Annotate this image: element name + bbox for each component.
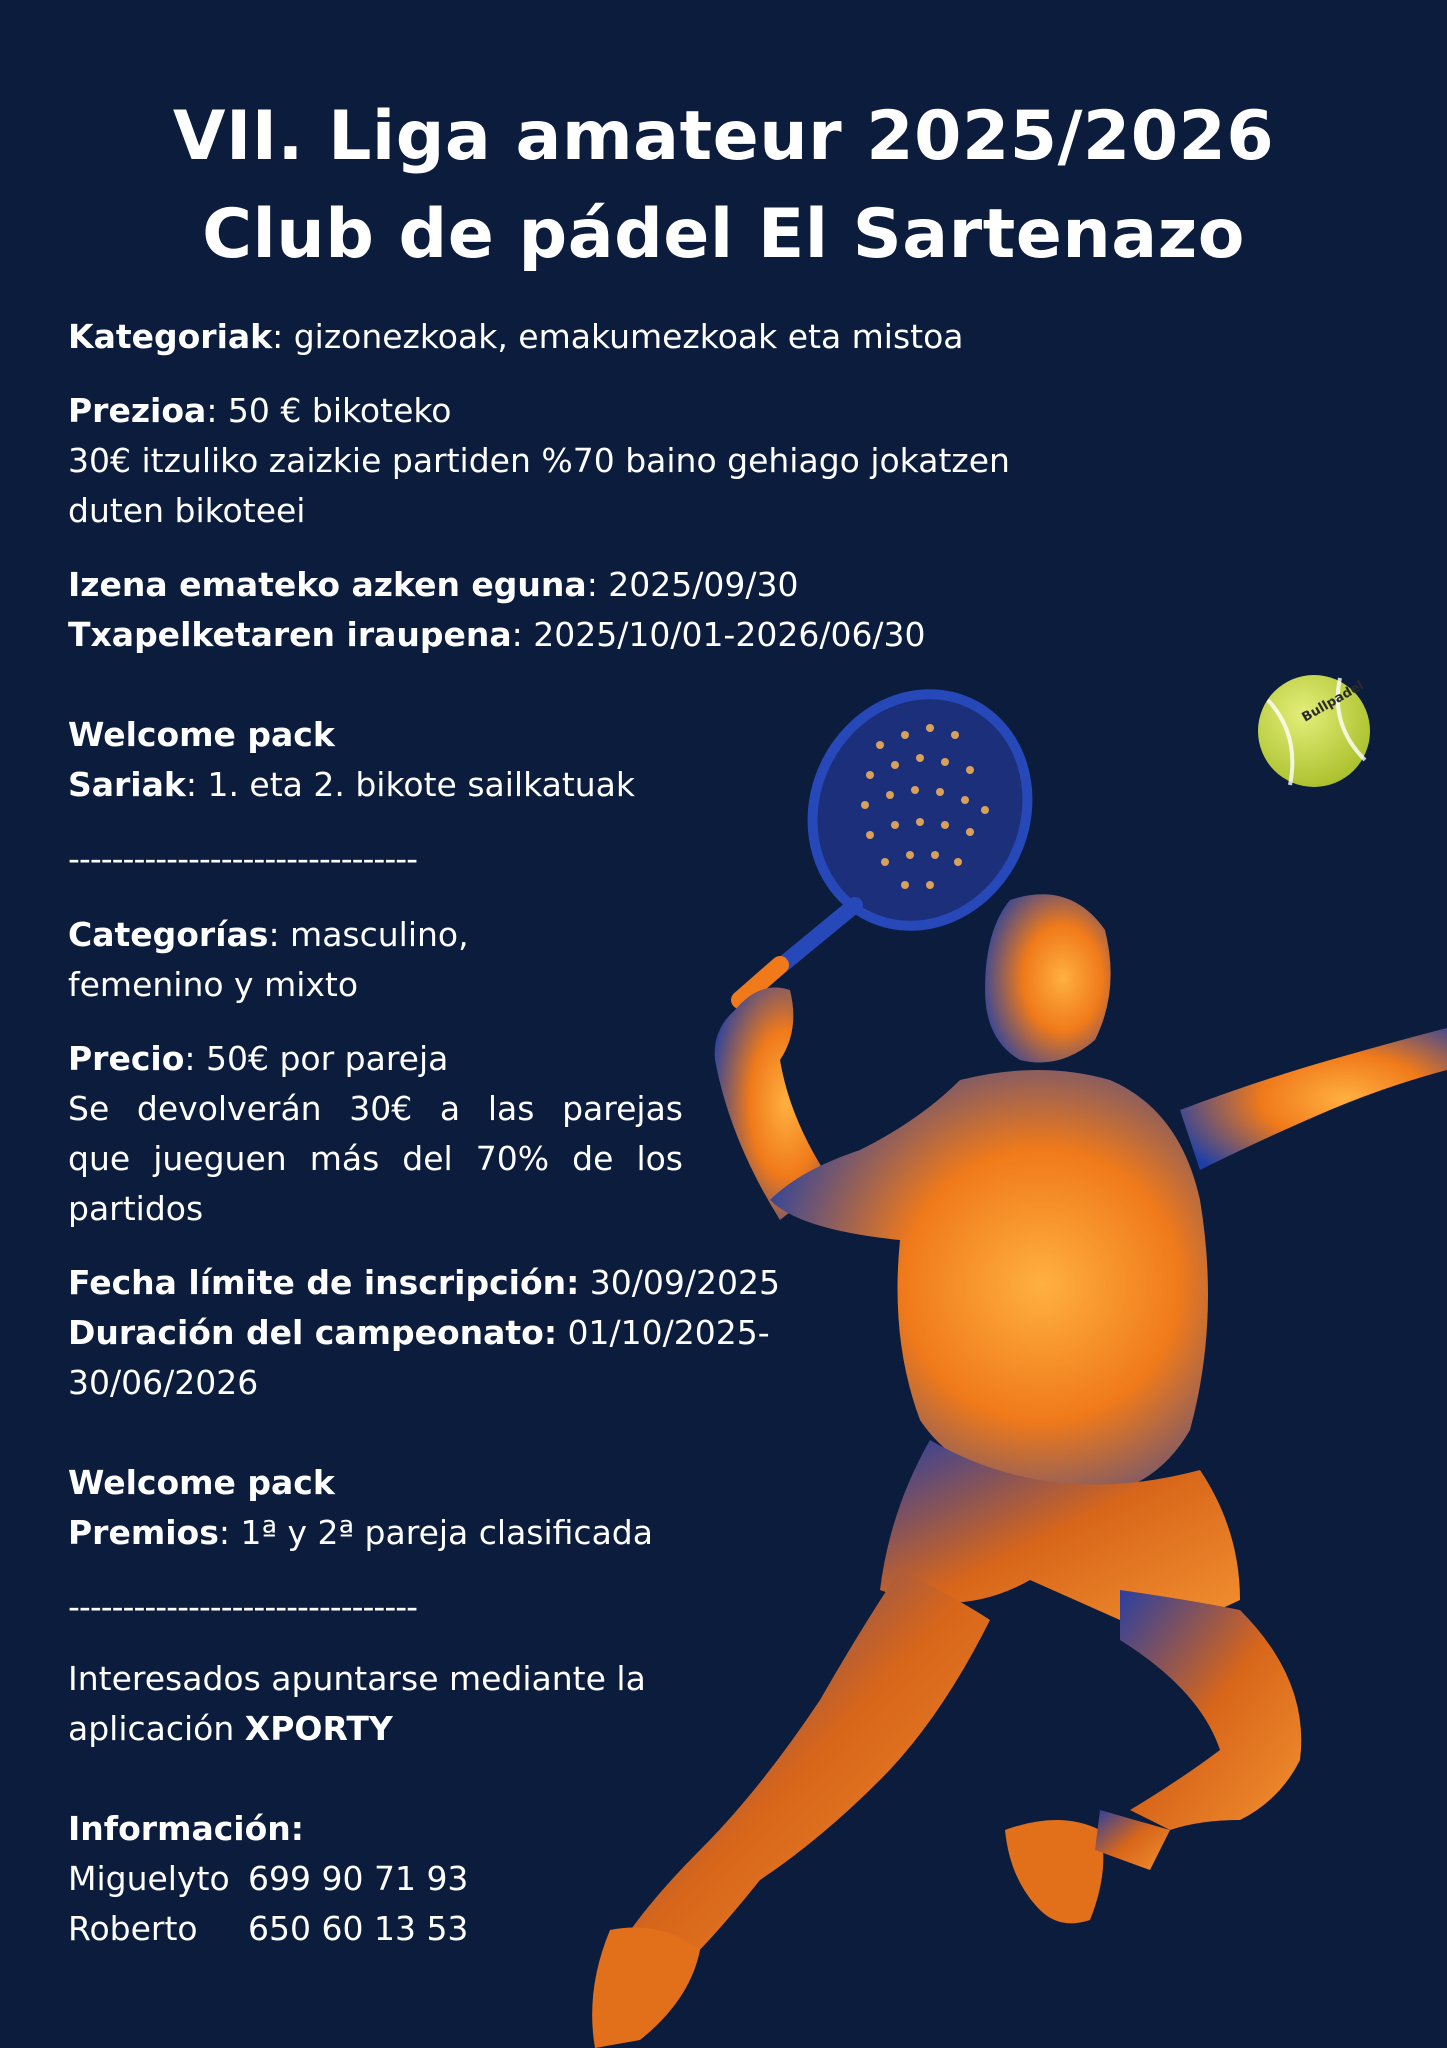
duration-value-eu: : 2025/10/01-2026/06/30: [511, 615, 926, 654]
deadline-value-eu: : 2025/09/30: [586, 565, 799, 604]
prezioa-block: [68, 386, 1168, 536]
izena-block: [68, 560, 1168, 660]
contact-phone: 699 90 71 93: [248, 1859, 469, 1898]
prezioa-label: Prezioa: [68, 391, 207, 430]
welcome-pack-eu: Welcome pack: [68, 715, 335, 754]
categorias-label: Categorías: [68, 915, 269, 954]
duration-label-eu: Txapelketaren iraupena: [68, 615, 512, 654]
app-name: XPORTY: [244, 1709, 393, 1748]
separator-2: --------------------------------: [68, 1587, 418, 1626]
contact-phone: 650 60 13 53: [248, 1909, 469, 1948]
precio-refund-line-3: partidos: [68, 1189, 204, 1228]
welcome-block-eu: [68, 710, 1168, 810]
info-block: [68, 1804, 1168, 1954]
signup-line-1: Interesados apuntarse mediante la: [68, 1659, 646, 1698]
duracion-value-2: 30/06/2026: [68, 1363, 259, 1402]
svg-text:Bullpadel: Bullpadel: [1299, 678, 1367, 726]
poster-title: [0, 88, 1447, 284]
separator-1: --------------------------------: [68, 839, 418, 878]
precio-value: : 50€ por pareja: [184, 1039, 449, 1078]
categorias-value: : masculino,: [268, 915, 469, 954]
info-label: Información:: [68, 1809, 304, 1848]
welcome-pack-es: Welcome pack: [68, 1463, 335, 1502]
precio-block: [68, 1034, 1168, 1234]
sariak-label: Sariak: [68, 765, 186, 804]
premios-label: Premios: [68, 1513, 219, 1552]
categorias-value-2: femenino y mixto: [68, 965, 359, 1004]
sariak-value: : 1. eta 2. bikote sailkatuak: [185, 765, 636, 804]
contact-row: [68, 1904, 1168, 1954]
padel-ball-icon: [1258, 675, 1370, 787]
precio-refund-line-1: Se devolverán 30€ a las parejas: [68, 1089, 683, 1128]
kategoriak-block: [68, 312, 1168, 362]
signup-line-2-prefix: aplicación: [68, 1709, 245, 1748]
contact-row: [68, 1854, 1168, 1904]
prezioa-refund-line-1: 30€ itzuliko zaizkie partiden %70 baino gehiago jokatzen: [68, 441, 1010, 480]
prezioa-refund-line-2: duten bikoteei: [68, 491, 306, 530]
fechas-block: [68, 1258, 1168, 1408]
welcome-block-es: [68, 1458, 1168, 1558]
title-line-2: Club de pádel El Sartenazo: [202, 195, 1245, 274]
duracion-value: 01/10/2025-: [557, 1313, 770, 1352]
duracion-label: Duración del campeonato:: [68, 1313, 558, 1352]
kategoriak-value: : gizonezkoak, emakumezkoak eta mistoa: [272, 317, 964, 356]
precio-refund-line-2: que jueguen más del 70% de los: [68, 1139, 683, 1178]
poster-content: [68, 312, 1168, 1978]
prezioa-value: : 50 € bikoteko: [206, 391, 452, 430]
fecha-value: 30/09/2025: [579, 1263, 781, 1302]
contact-name: Roberto: [68, 1909, 198, 1948]
signup-block: [68, 1654, 1168, 1754]
precio-label: Precio: [68, 1039, 185, 1078]
fecha-label: Fecha límite de inscripción:: [68, 1263, 580, 1302]
title-line-1: VII. Liga amateur 2025/2026: [172, 97, 1275, 176]
premios-value: : 1ª y 2ª pareja clasificada: [218, 1513, 653, 1552]
deadline-label-eu: Izena emateko azken eguna: [68, 565, 587, 604]
kategoriak-label: Kategoriak: [68, 317, 273, 356]
categorias-block: [68, 910, 1168, 1010]
contact-name: Miguelyto: [68, 1859, 230, 1898]
